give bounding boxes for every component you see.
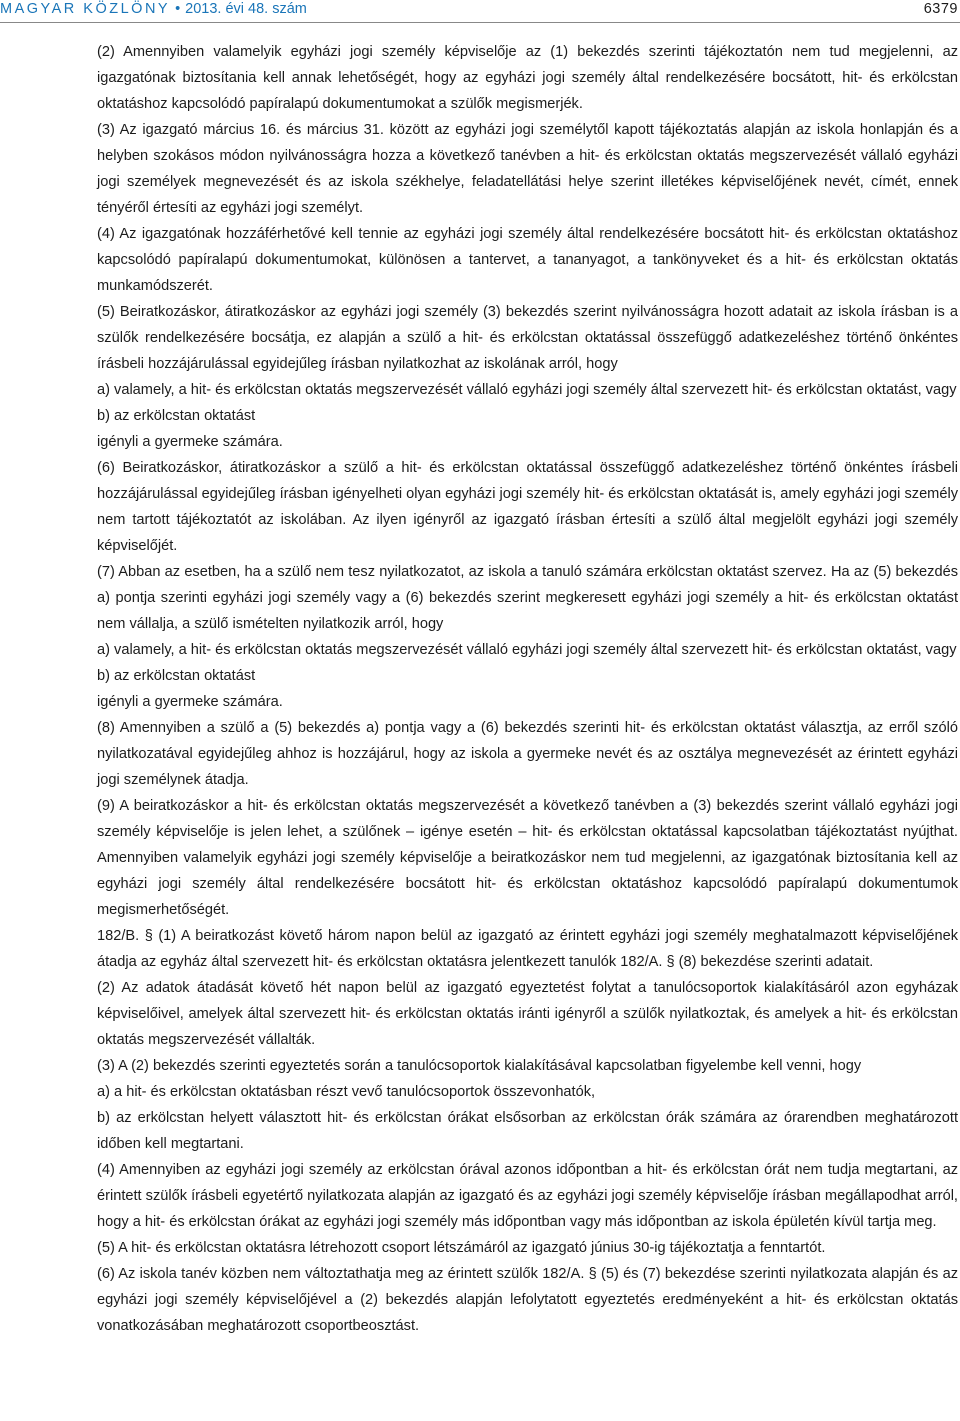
section-paragraph: 182/B. § (1) A beiratkozást követő három napon belül az igazgató az érintett egyházi jogi személy meghatalmazott képviselőjének átadja az egyház által szervezett hit- és erkölcstan oktatásra jelentkezett tanulók 182/A. § (8) bekezdése szerinti adatait. (97, 928, 958, 970)
paragraph: (6) Beiratkozáskor, átiratkozáskor a szülő a hit- és erkölcstan oktatással összefüggő adatkezeléshez történő önkéntes írásbeli hozzájárulással egyidejűleg írásban igényelheti olyan egyházi jogi személy hit- és erkölcstan oktatását is, amely egyházi jogi személy nem tartott tájékoztatót az iskolában. Az ilyen igényről az igazgató írásban értesíti a szülő által megjelölt egyházi jogi személy képviselőjét. (97, 460, 958, 554)
bullet-separator: • (175, 1, 181, 17)
page-header (0, 0, 960, 23)
journal-title: MAGYAR KÖZLÖNY (0, 1, 171, 17)
list-item: a) valamely, a hit- és erkölcstan oktatás megszervezését vállaló egyházi jogi személy által szervezett hit- és erkölcstan oktatást, vagy (97, 642, 957, 658)
journal-header (0, 1, 307, 17)
paragraph: (7) Abban az esetben, ha a szülő nem tesz nyilatkozatot, az iskola a tanuló számára erkölcstan oktatást szervez. Ha az (5) bekezdés a) pontja szerinti egyházi jogi személy vagy a (6) bekezdés szerint megkeresett egyházi jogi személy a hit- és erkölcstan oktatást nem vállalja, a szülő ismételten nyilatkozik arról, hogy (97, 564, 958, 632)
paragraph: (5) Beiratkozáskor, átiratkozáskor az egyházi jogi személy (3) bekezdés szerint nyilvánosságra hozott adatait az iskola írásban is a szülők rendelkezésére bocsátja, ez alapján a szülő a hit- és erkölcstan oktatással összefüggő adatkezeléshez történő önkéntes írásbeli hozzájárulással egyidejűleg írásban nyilatkozhat az iskolának arról, hogy (97, 304, 958, 372)
list-item: b) az erkölcstan oktatást (97, 408, 256, 424)
issue-label: 2013. évi 48. szám (185, 1, 307, 17)
paragraph: igényli a gyermeke számára. (97, 694, 283, 710)
paragraph: (4) Amennyiben az egyházi jogi személy az erkölcstan órával azonos időpontban a hit- és erkölcstan órát nem tudja megtartani, az érintett szülők írásbeli egyetértő nyilatkozata alapján az igazgató és az egyházi jogi személy képviselője írásban megállapodhat arról, hogy a hit- és erkölcstan órákat az egyházi jogi személy más időpontban vagy más időpontban az iskola épületén kívül tartja meg. (97, 1162, 958, 1230)
list-item: b) az erkölcstan oktatást (97, 668, 256, 684)
paragraph: (3) Az igazgató március 16. és március 31. között az egyházi jogi személytől kapott tájékoztatás alapján az iskola honlapján és a helyben szokásos módon nyilvánosságra hozza a következő tanévben a hit- és erkölcstan oktatás megszervezését vállaló egyházi jogi személyek megnevezését és az iskola székhelye, feladatellátási helye szerint illetékes képviselőjének nevét, címét, ennek tényéről értesíti az egyházi jogi személyt. (97, 122, 958, 216)
document-body (97, 39, 958, 1339)
list-item: a) a hit- és erkölcstan oktatásban részt vevő tanulócsoportok összevonhatók, (97, 1084, 596, 1100)
paragraph: (2) Amennyiben valamelyik egyházi jogi személy képviselője az (1) bekezdés szerinti tájékoztatón nem tud megjelenni, az igazgatónak biztosítania kell annak lehetőségét, hogy az egyházi jogi személy által rendelkezésére bocsátott, hit- és erkölcstan oktatáshoz kapcsolódó papíralapú dokumentumokat a szülők megismerjék. (97, 44, 958, 112)
list-item: a) valamely, a hit- és erkölcstan oktatás megszervezését vállaló egyházi jogi személy által szervezett hit- és erkölcstan oktatást, vagy (97, 382, 957, 398)
paragraph: igényli a gyermeke számára. (97, 434, 283, 450)
paragraph: (9) A beiratkozáskor a hit- és erkölcstan oktatás megszervezését a következő tanévben a (3) bekezdés szerint vállaló egyházi jogi személy képviselője is jelen lehet, a szülőnek – igénye esetén – hit- és erkölcstan oktatással kapcsolatban tájékoztatást nyújthat. Amennyiben valamelyik egyházi jogi személy képviselője a beiratkozáskor nem tud megjelenni, az igazgatónak biztosítania kell az egyházi jogi személy által rendelkezésére bocsátott hit- és erkölcstan oktatáshoz kapcsolódó papíralapú dokumentumok megismerhetőségét. (97, 798, 958, 918)
paragraph: (4) Az igazgatónak hozzáférhetővé kell tennie az egyházi jogi személy által rendelkezésére bocsátott hit- és erkölcstan oktatáshoz kapcsolódó papíralapú dokumentumokat, különösen a tantervet, a tananyagot, a tankönyveket és a hit- és erkölcstan oktatás munkamódszerét. (97, 226, 958, 294)
paragraph: (3) A (2) bekezdés szerinti egyeztetés során a tanulócsoportok kialakításával kapcsolatban figyelembe kell venni, hogy (97, 1058, 862, 1074)
paragraph: (5) A hit- és erkölcstan oktatásra létrehozott csoport létszámáról az igazgató június 30-ig tájékoztatja a fenntartót. (97, 1240, 826, 1256)
paragraph: (8) Amennyiben a szülő a (5) bekezdés a) pontja vagy a (6) bekezdés szerinti hit- és erkölcstan oktatást választja, az erről szóló nyilatkozatával egyidejűleg ahhoz is hozzájárul, hogy az iskola a gyermeke nevét és az osztálya megnevezését az érintett egyházi jogi személynek átadja. (97, 720, 958, 788)
list-item: b) az erkölcstan helyett választott hit- és erkölcstan órákat elsősorban az erkölcstan órák számára az órarendben meghatározott időben kell megtartani. (97, 1110, 958, 1152)
paragraph: (6) Az iskola tanév közben nem változtathatja meg az érintett szülők 182/A. § (5) és (7) bekezdése szerinti nyilatkozata alapján és az egyházi jogi személy képviselőjével a (2) bekezdés alapján lefolytatott egyeztetés eredményeként a hit- és erkölcstan oktatás vonatkozásában meghatározott csoportbeosztást. (97, 1266, 958, 1334)
paragraph: (2) Az adatok átadását követő hét napon belül az igazgató egyeztetést folytat a tanulócsoportok kialakításáról azon egyházak képviselőivel, amelyek által szervezett hit- és erkölcstan oktatás iránti igényről a szülők nyilatkoztak, és amelyek a hit- és erkölcstan oktatás megszervezését vállalták. (97, 980, 958, 1048)
page-number: 6379 (923, 1, 958, 17)
